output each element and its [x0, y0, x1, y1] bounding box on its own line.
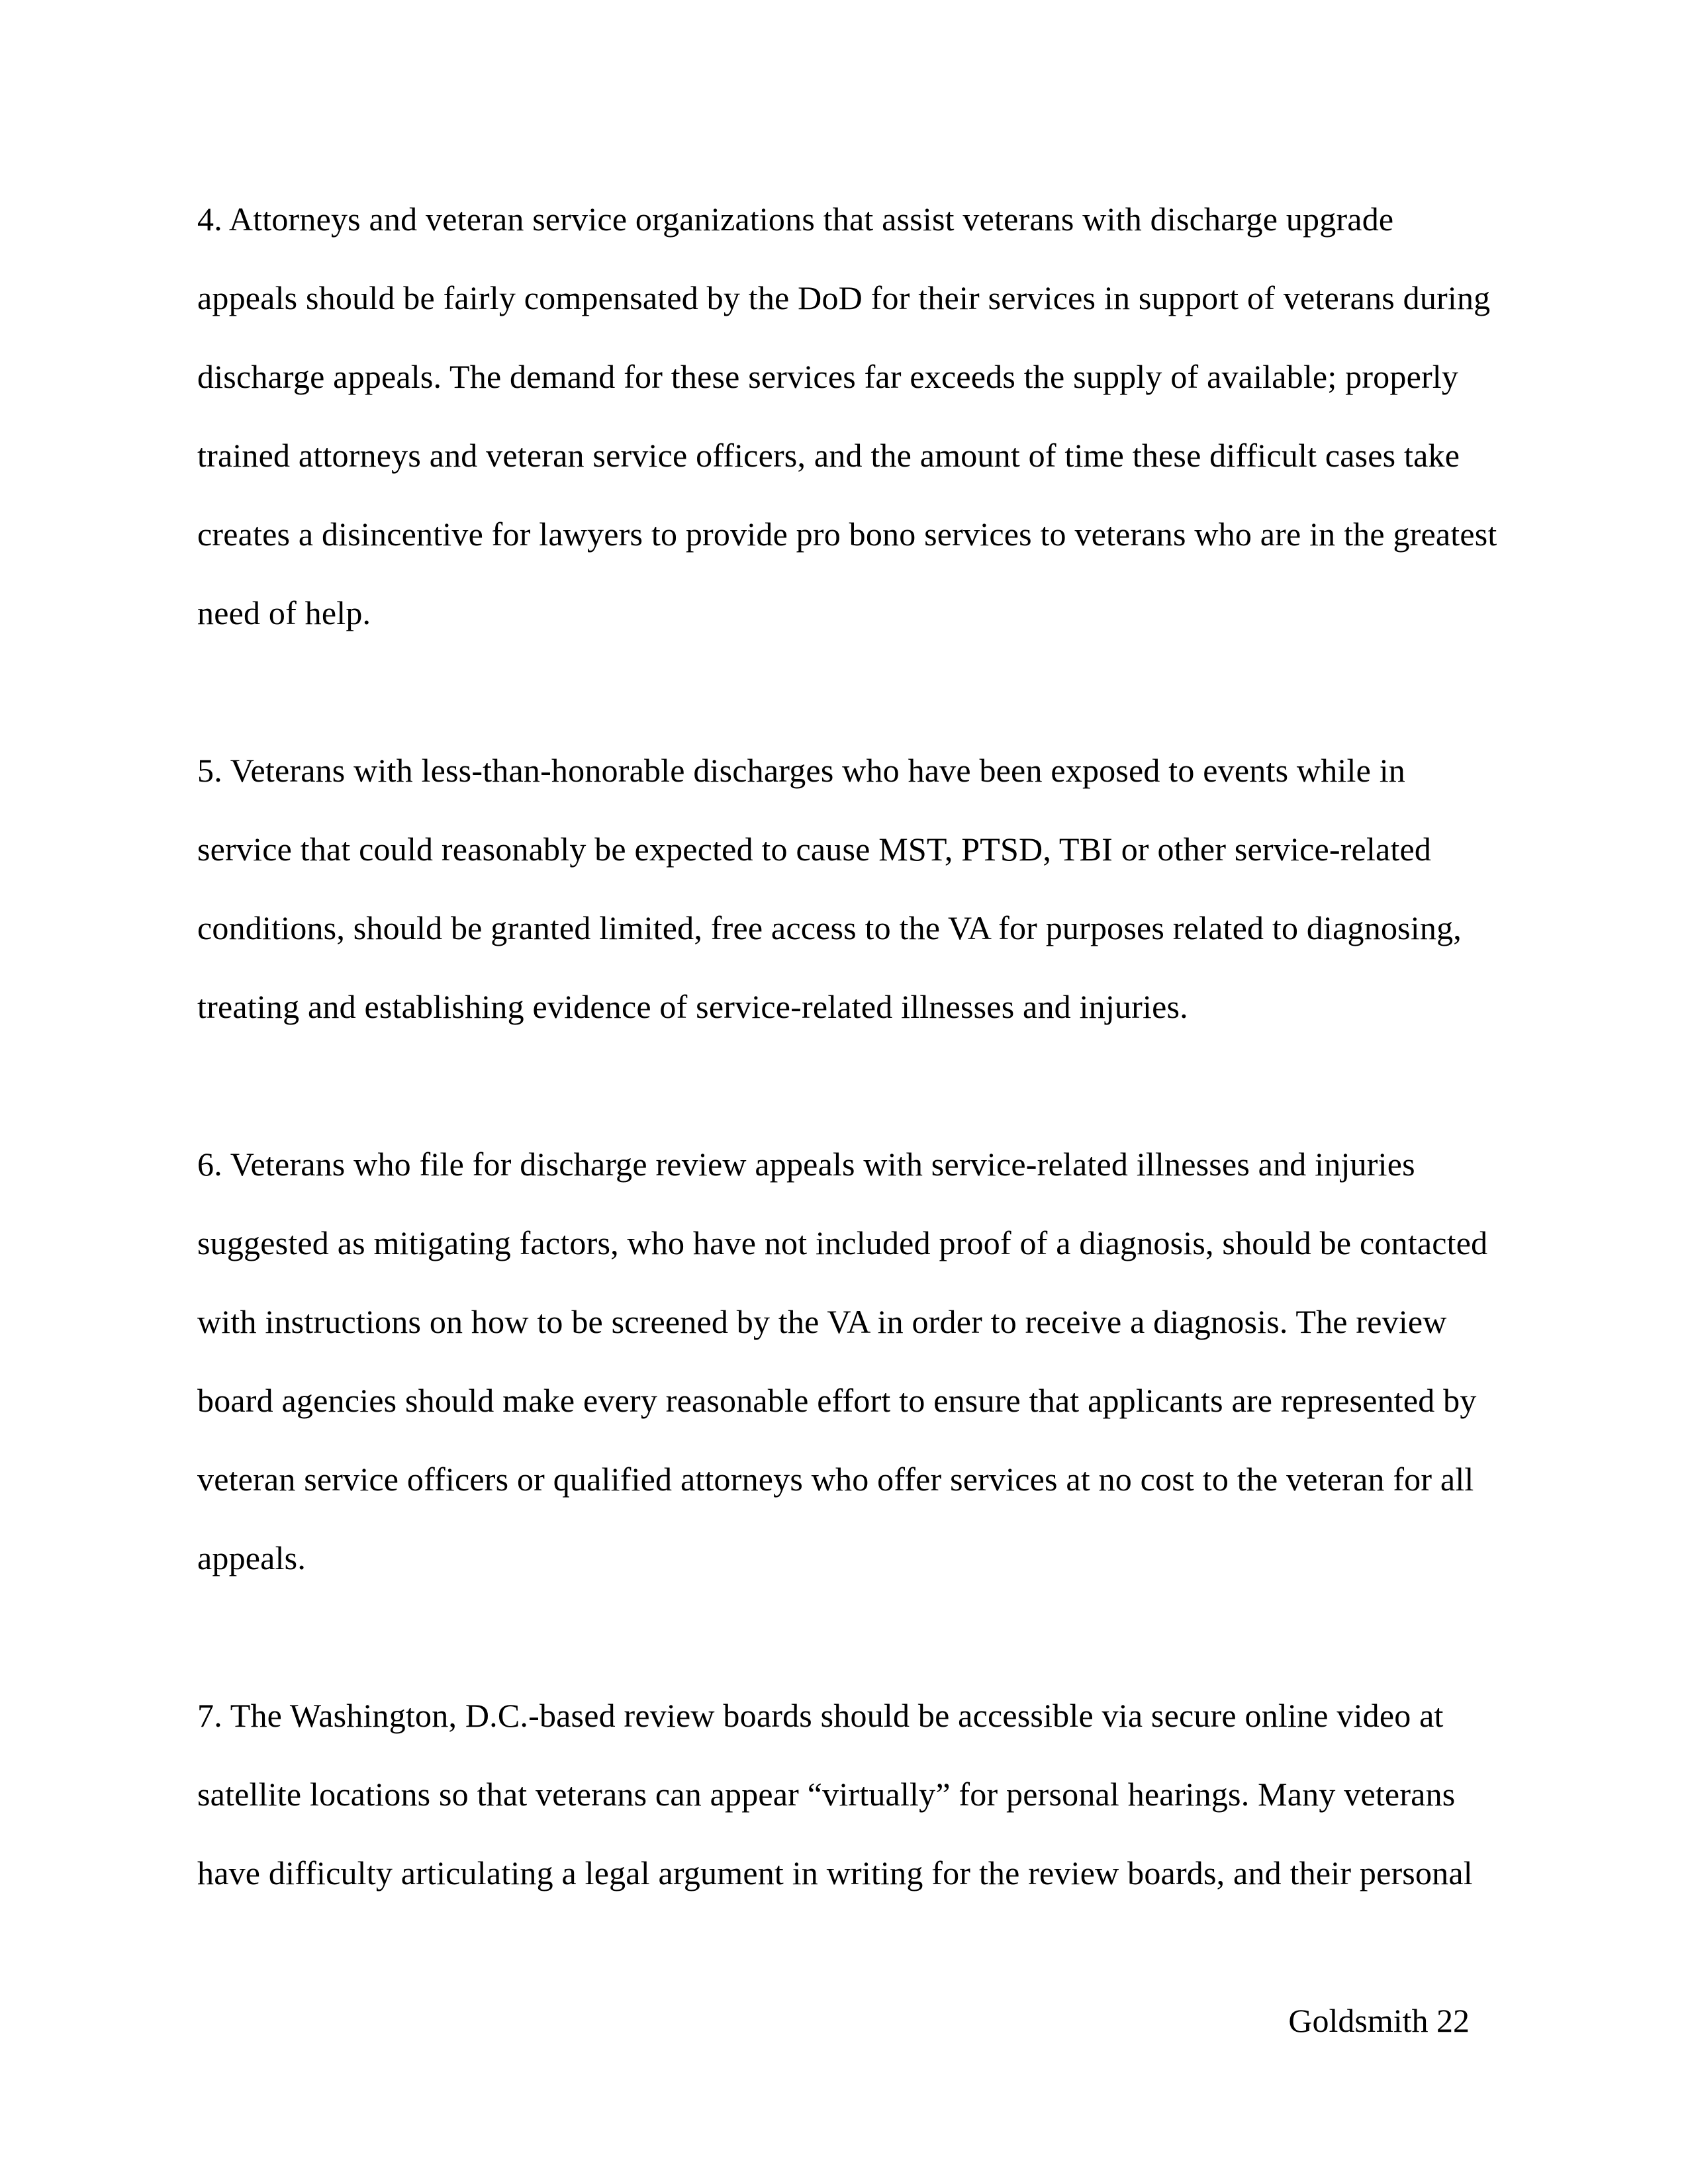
text-line: board agencies should make every reasonable effort to ensure that applicants are represented by [197, 1382, 1477, 1419]
text-line: 6. Veterans who file for discharge review appeals with service-related illnesses and injuries [197, 1146, 1415, 1183]
page-number-footer: Goldsmith 22 [1288, 2002, 1470, 2039]
text-line: trained attorneys and veteran service officers, and the amount of time these difficult cases take [197, 437, 1460, 474]
text-line: appeals. [197, 1539, 306, 1576]
text-line: 7. The Washington, D.C.-based review boards should be accessible via secure online video at [197, 1697, 1444, 1734]
text-line: veteran service officers or qualified attorneys who offer services at no cost to the veteran for all [197, 1461, 1474, 1498]
document-body [197, 180, 1515, 1991]
text-line: service that could reasonably be expected to cause MST, PTSD, TBI or other service-related [197, 831, 1432, 868]
paragraph [197, 731, 1515, 1046]
paragraph [197, 180, 1515, 653]
paragraph [197, 1676, 1515, 1913]
paragraph [197, 1125, 1515, 1598]
text-line: treating and establishing evidence of service-related illnesses and injuries. [197, 988, 1188, 1025]
text-line: appeals should be fairly compensated by the DoD for their services in support of veterans during [197, 279, 1491, 316]
text-line: creates a disincentive for lawyers to provide pro bono services to veterans who are in the greatest [197, 516, 1497, 553]
text-line: suggested as mitigating factors, who have not included proof of a diagnosis, should be contacted [197, 1224, 1488, 1261]
text-line: need of help. [197, 594, 371, 631]
text-line: have difficulty articulating a legal argument in writing for the review boards, and their personal [197, 1854, 1473, 1891]
text-line: conditions, should be granted limited, free access to the VA for purposes related to diagnosing, [197, 909, 1462, 946]
text-line: 4. Attorneys and veteran service organizations that assist veterans with discharge upgrade [197, 201, 1394, 238]
text-line: with instructions on how to be screened by the VA in order to receive a diagnosis. The review [197, 1303, 1447, 1340]
text-line: 5. Veterans with less-than-honorable discharges who have been exposed to events while in [197, 752, 1405, 789]
text-line: discharge appeals. The demand for these services far exceeds the supply of available; properly [197, 358, 1459, 395]
text-line: satellite locations so that veterans can appear “virtually” for personal hearings. Many veterans [197, 1776, 1456, 1813]
